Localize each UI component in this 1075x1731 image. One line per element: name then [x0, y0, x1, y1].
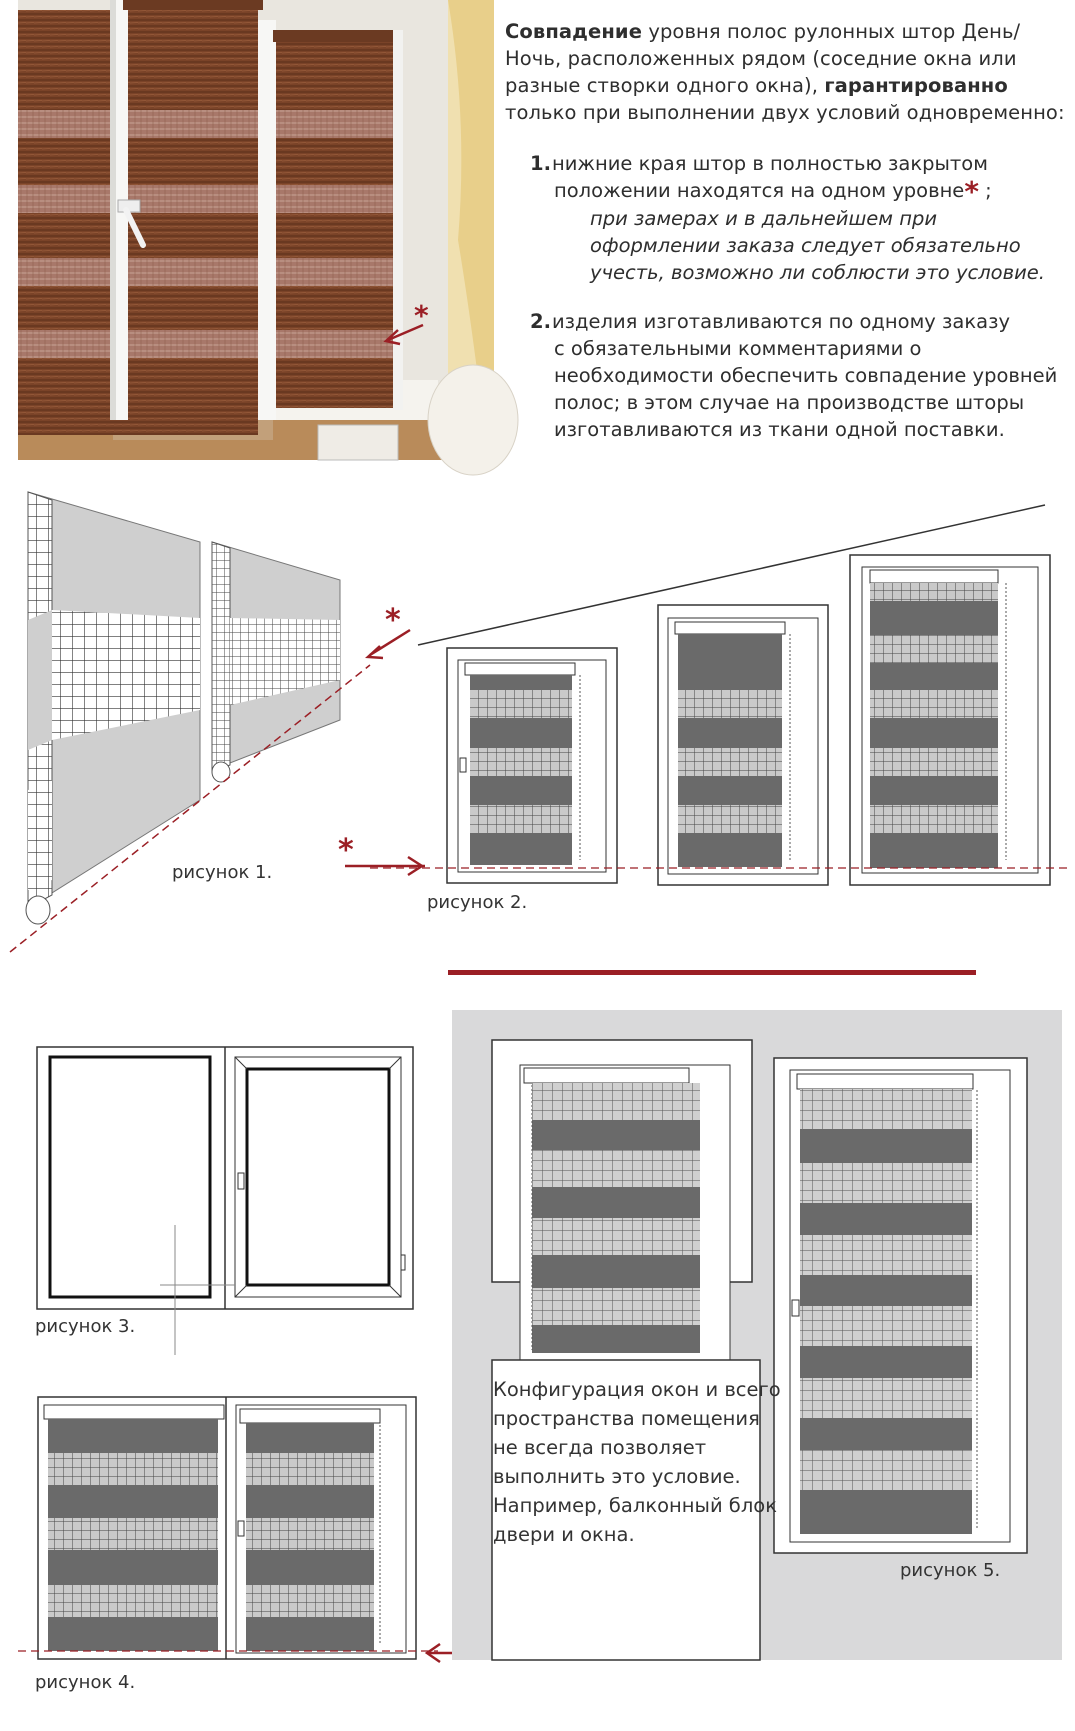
config-note-line: двери и окна.: [493, 1523, 635, 1546]
blinds-photo: [18, 0, 494, 460]
section-divider: [448, 970, 976, 975]
config-note-line: пространства помещения: [493, 1407, 760, 1430]
figure-4-caption: рисунок 4.: [35, 1672, 136, 1693]
condition-1-line: нижние края штор в полностью закрытом: [552, 152, 988, 175]
condition-1-note: оформлении заказа следует обязательно: [590, 234, 1021, 257]
figure-2-caption: рисунок 2.: [427, 892, 528, 913]
svg-text:*: *: [414, 299, 429, 332]
condition-2-line: полос; в этом случае на производстве шторы: [554, 391, 1025, 414]
figure-2-windows: [338, 500, 1070, 900]
condition-2-line: изделия изготавливаются по одному заказу: [552, 310, 1010, 333]
condition-1-note: при замерах и в дальнейшем при: [590, 207, 938, 230]
intro-paragraph: [505, 18, 1065, 126]
asterisk-icon: *: [964, 175, 979, 208]
condition-1: [530, 150, 1070, 286]
svg-text:*: *: [385, 603, 401, 638]
condition-1-punct: ;: [978, 179, 992, 202]
config-note-line: не всегда позволяет: [493, 1436, 707, 1459]
figure-5-caption: рисунок 5.: [900, 1560, 1001, 1581]
figure-3-windows: [35, 1045, 415, 1355]
figure-1-caption: рисунок 1.: [172, 862, 273, 883]
condition-1-line: положении находятся на одном уровне: [554, 179, 965, 202]
config-note-line: выполнить это условие.: [493, 1465, 741, 1488]
condition-2-line: изготавливаются из ткани одной поставки.: [554, 418, 1005, 441]
intro-text-1: уровня полос рулонных штор День/Ночь, расположенных рядом (соседние окна или разные створки одного окна),: [505, 20, 1021, 97]
config-note-line: Например, балконный блок: [493, 1494, 778, 1517]
condition-1-number: 1.: [530, 152, 551, 175]
condition-2-line: необходимости обеспечить совпадение уровней: [554, 364, 1058, 387]
figure-3-caption: рисунок 3.: [35, 1316, 136, 1337]
intro-text-2: только при выполнении двух условий одновременно:: [505, 101, 1065, 124]
intro-bold-mid: гарантированно: [824, 74, 1008, 97]
condition-2-number: 2.: [530, 310, 551, 333]
svg-text:*: *: [338, 833, 354, 868]
intro-bold-start: Совпадение: [505, 20, 643, 43]
figure-4-windows: [18, 1395, 438, 1665]
config-note: [493, 1375, 783, 1549]
figure-1-perspective: [0, 480, 430, 960]
condition-1-note: учесть, возможно ли соблюсти это условие.: [590, 261, 1045, 284]
condition-2-line: с обязательными комментариями о: [554, 337, 922, 360]
config-note-line: Конфигурация окон и всего: [493, 1378, 781, 1401]
condition-2: [530, 308, 1070, 443]
